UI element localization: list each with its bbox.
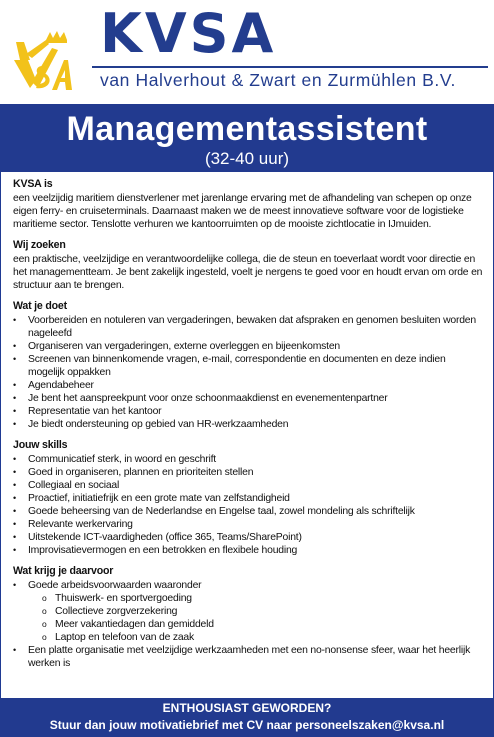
section-wij-zoeken: [13, 239, 483, 292]
list-item: • Goed in organiseren, plannen en prioriteiten stellen: [13, 466, 483, 479]
company-name: van Halverhout & Zwart en Zurmühlen B.V.: [100, 70, 457, 90]
sub-list-item: o Meer vakantiedagen dan gemiddeld: [42, 618, 483, 631]
section-text: een praktische, veelzijdige en verantwoordelijke collega, die de steun en toeverlaat wordt voor directie en het managementteam. Je bent zakelijk ingesteld, voelt je nergens te goed voor en houdt ervan om orde en structuur aan te brengen.: [13, 254, 483, 291]
list-item: • Je biedt ondersteuning op gebied van HR-werkzaamheden: [13, 418, 483, 431]
benefits-sublist: [28, 592, 483, 644]
list-item: • Relevante werkervaring: [13, 518, 483, 531]
list-item: • Screenen van binnenkomende vragen, e-mail, correspondentie en documenten en deze indien mogelijk oppakken: [13, 353, 483, 379]
list-item: • Representatie van het kantoor: [13, 405, 483, 418]
list-item: • Organiseren van vergaderingen, externe overleggen en bijeenkomsten: [13, 340, 483, 353]
section-heading: Wat krijg je daarvoor: [13, 565, 114, 577]
section-heading: Wat je doet: [13, 300, 67, 312]
list-item: • Proactief, initiatiefrijk en een grote mate van zelfstandigheid: [13, 492, 483, 505]
section-kvsa: [13, 178, 483, 231]
section-wat-je-doet: [13, 300, 483, 431]
cta-heading: ENTHOUSIAST GEWORDEN?: [162, 701, 332, 715]
job-hours: (32-40 uur): [204, 149, 290, 168]
section-heading: Jouw skills: [13, 439, 68, 451]
list-item: • Improvisatievermogen en een betrokken en flexibele houding: [13, 544, 483, 557]
list-item: • Goede beheersing van de Nederlandse en Engelse taal, zowel mondeling als schriftelijk: [13, 505, 483, 518]
brand-name: KVSA: [100, 2, 277, 65]
section-heading: Wij zoeken: [13, 239, 66, 251]
list-item: • Agendabeheer: [13, 379, 483, 392]
title-band: [0, 104, 494, 172]
kvsa-crown-logo-icon: [12, 30, 74, 96]
section-heading: KVSA is: [13, 178, 53, 190]
footer-cta: [0, 698, 494, 737]
task-list: [13, 314, 483, 431]
list-item: • Collegiaal en sociaal: [13, 479, 483, 492]
vacancy-content: [13, 178, 483, 678]
section-jouw-skills: [13, 439, 483, 557]
benefits-list: [13, 579, 483, 670]
list-item: • Je bent het aanspreekpunt voor onze schoonmaakdienst en evenementenpartner: [13, 392, 483, 405]
header: [0, 0, 494, 104]
sub-list-item: o Thuiswerk- en sportvergoeding: [42, 592, 483, 605]
skills-list: [13, 453, 483, 557]
list-item: • Uitstekende ICT-vaardigheden (office 365, Teams/SharePoint): [13, 531, 483, 544]
section-wat-krijg-je: [13, 565, 483, 670]
cta-text: Stuur dan jouw motivatiebrief met CV naar personeelszaken@kvsa.nl: [49, 718, 445, 732]
list-item: [13, 579, 483, 644]
list-item-text: Goede arbeidsvoorwaarden waaronder: [28, 580, 202, 591]
section-text: een veelzijdig maritiem dienstverlener met jarenlange ervaring met de afhandeling van schepen op onze eigen ferry- en cruiseterminals. Daarnaast maken we de meest innovatieve software voor de logistieke maritieme sector. Tenslotte verhuren we kantoorruimten op de mooiste zichtlocatie in IJmuiden.: [13, 193, 472, 230]
list-item: • Communicatief sterk, in woord en geschrift: [13, 453, 483, 466]
list-item: • Voorbereiden en notuleren van vergaderingen, bewaken dat afspraken en genomen besluiten worden nageleefd: [13, 314, 483, 340]
job-title: Managementassistent: [66, 110, 428, 148]
sub-list-item: o Collectieve zorgverzekering: [42, 605, 483, 618]
sub-list-item: o Laptop en telefoon van de zaak: [42, 631, 483, 644]
list-item: • Een platte organisatie met veelzijdige werkzaamheden met een no-nonsense sfeer, waar het heerlijk werken is: [13, 644, 483, 670]
brand-divider: [92, 66, 488, 68]
